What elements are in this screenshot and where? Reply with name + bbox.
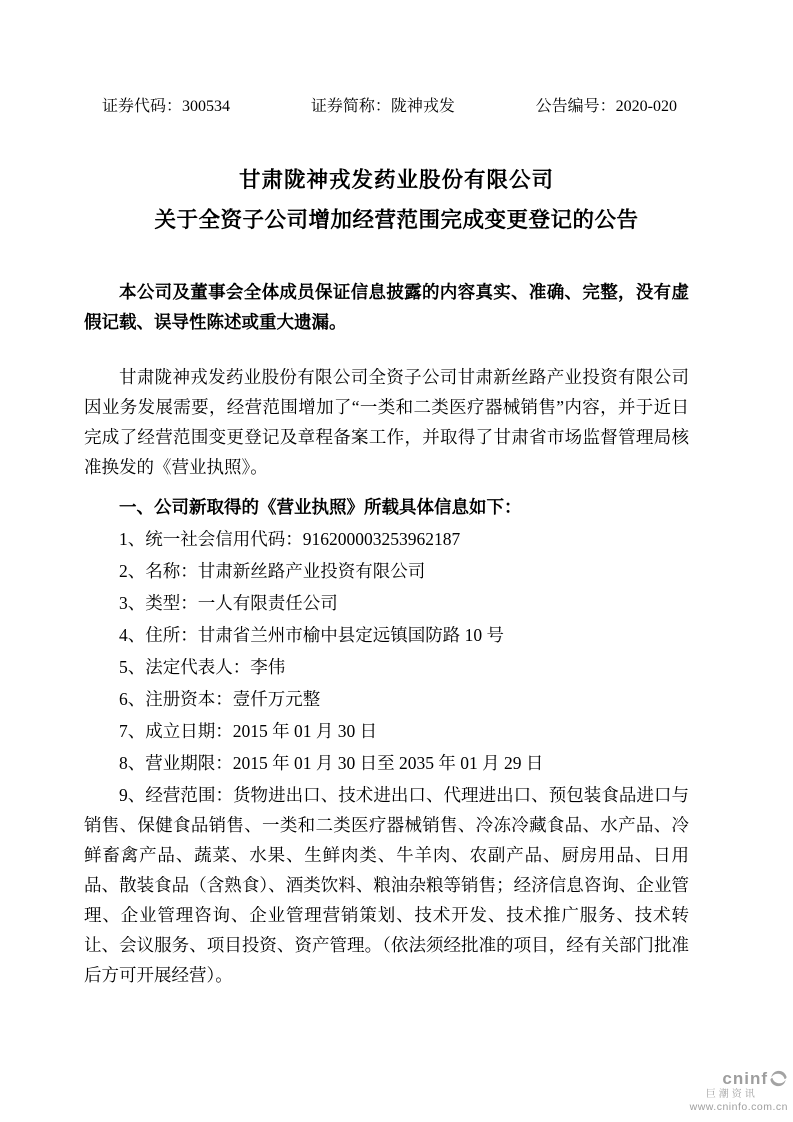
license-item-type: 3、类型：一人有限责任公司 [119, 593, 338, 613]
license-item-establish-date: 7、成立日期：2015 年 01 月 30 日 [119, 721, 378, 741]
license-item-business-term: 8、营业期限：2015 年 01 月 30 日至 2035 年 01 月 29 日 [119, 753, 544, 773]
swirl-icon [769, 1069, 788, 1088]
license-item-legal-representative: 5、法定代表人：李伟 [119, 657, 286, 677]
disclaimer-paragraph: 本公司及董事会全体成员保证信息披露的内容真实、准确、完整，没有虚假记载、误导性陈述或重大遗漏。 [84, 282, 689, 332]
cninfo-logo [690, 1069, 788, 1114]
cninfo-url: www.cninfo.com.cn [689, 1101, 788, 1114]
license-item-credit-code: 1、统一社会信用代码：916200003253962187 [119, 529, 461, 549]
license-item-name: 2、名称：甘肃新丝路产业投资有限公司 [119, 561, 426, 581]
license-item-address: 4、住所：甘肃省兰州市榆中县定远镇国防路 10 号 [119, 625, 504, 645]
cninfo-chinese-name: 巨潮资讯 [705, 1089, 758, 1101]
announcement-number: 公告编号：2020-020 [535, 98, 677, 115]
cninfo-brand-row [690, 1069, 788, 1088]
company-name-title: 甘肃陇神戎发药业股份有限公司 [238, 168, 554, 192]
intro-paragraph: 甘肃陇神戎发药业股份有限公司全资子公司甘肃新丝路产业投资有限公司因业务发展需要，经营范围增加了“一类和二类医疗器械销售”内容，并于近日完成了经营范围变更登记及章程备案工作，并取得了甘肃省市场监督管理局核准换发的《营业执照》。 [84, 367, 689, 477]
license-item-business-scope: 9、经营范围：货物进出口、技术进出口、代理进出口、预包装食品进口与销售、保健食品销售、一类和二类医疗器械销售、冷冻冷藏食品、水产品、冷鲜畜禽产品、蔬菜、水果、生鲜肉类、牛羊肉、农副产品、厨房用品、日用品、散装食品（含熟食）、酒类饮料、粮油杂粮等销售；经济信息咨询、企业管理、企业管理咨询、企业管理营销策划、技术开发、技术推广服务、技术转让、会议服务、项目投资、资产管理。（依法须经批准的项目，经有关部门批准后方可开展经营）。 [84, 785, 689, 985]
license-item-registered-capital: 6、注册资本：壹仟万元整 [119, 689, 321, 709]
document-header [102, 96, 677, 118]
stock-short-name: 证券简称：陇神戎发 [310, 98, 455, 115]
announcement-title: 关于全资子公司增加经营范围完成变更登记的公告 [154, 208, 639, 232]
document-body [84, 277, 689, 990]
cninfo-brand-text: cninf [722, 1068, 768, 1088]
stock-code: 证券代码：300534 [102, 98, 231, 115]
section-heading: 一、公司新取得的《营业执照》所载具体信息如下： [119, 497, 522, 517]
